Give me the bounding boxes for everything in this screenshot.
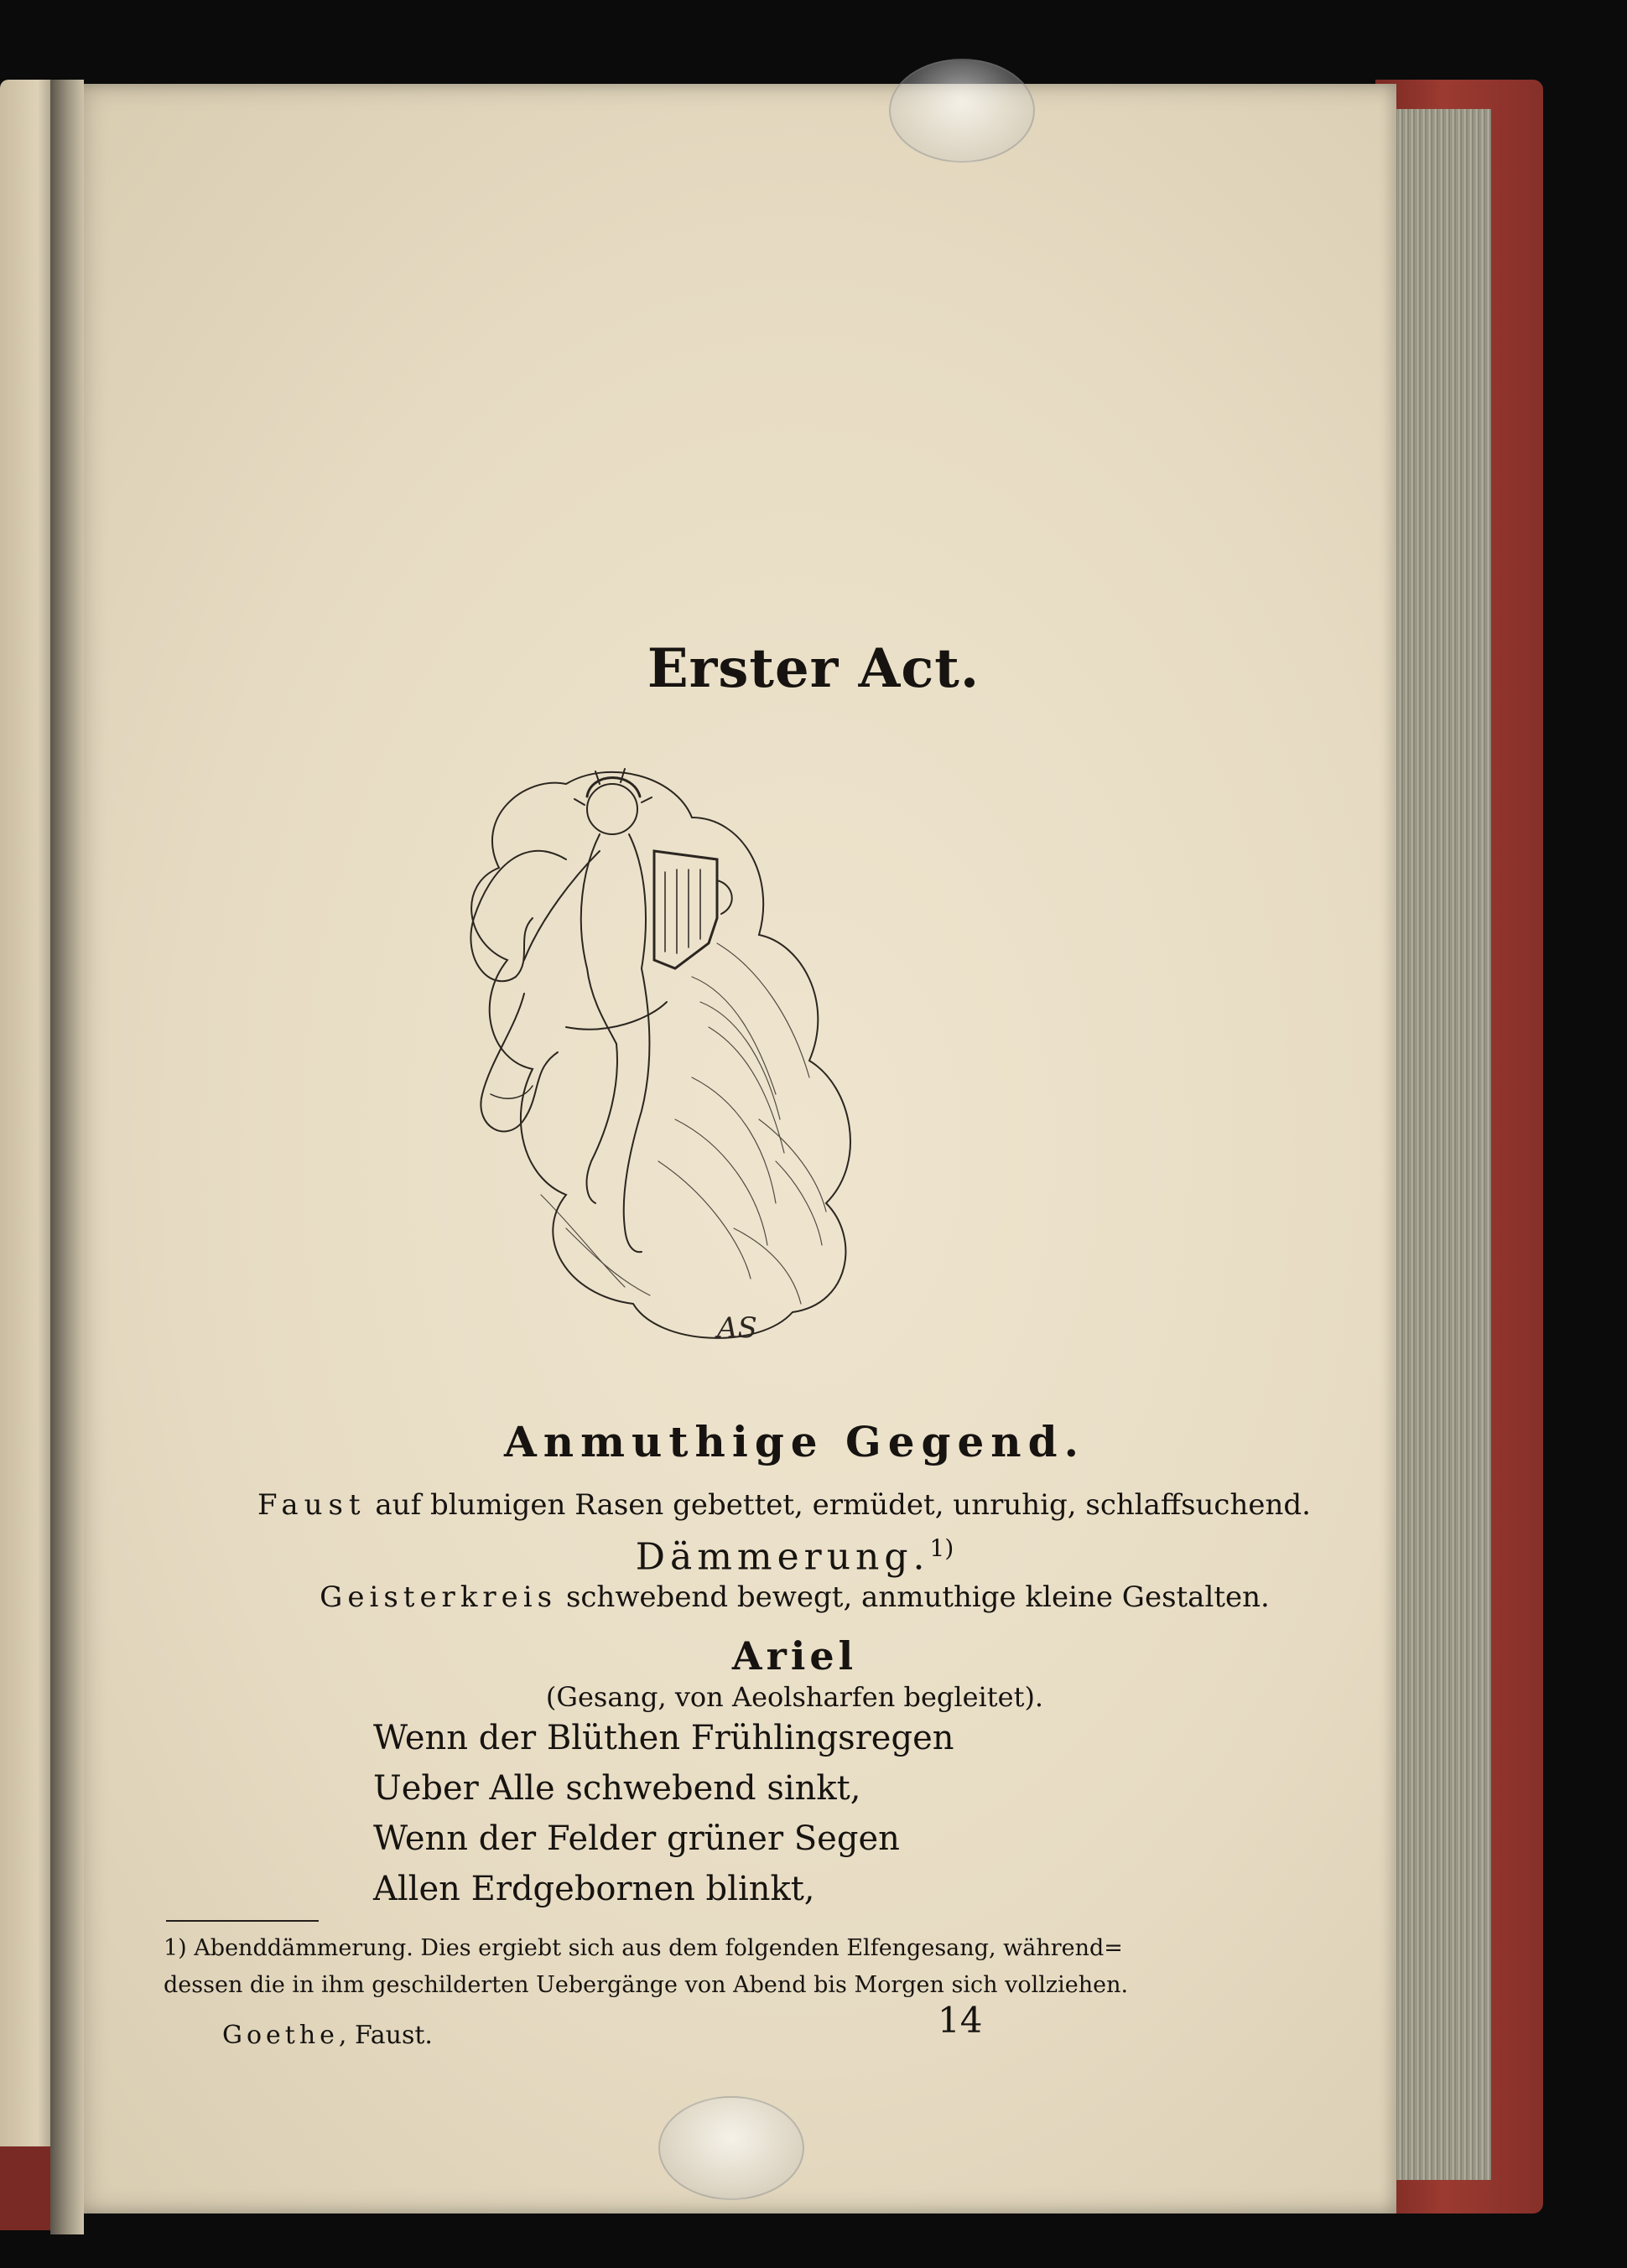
monogram: AS [717, 1311, 757, 1345]
speaker-note: (Gesang, von Aeolsharfen begleitet). [545, 1681, 1044, 1713]
time-heading [0, 1534, 1589, 1579]
time-label: Dämmerung. [635, 1535, 930, 1579]
page-clip [658, 2096, 804, 2200]
speaker-name: Ariel [731, 1633, 858, 1679]
gutter [50, 80, 84, 2234]
verse-line: Allen Erdgebornen blinkt, [373, 1870, 815, 1908]
ariel-illustration [440, 725, 876, 1371]
scene-title: Anmuthige Gegend. [503, 1417, 1086, 1466]
page-edges [1392, 109, 1491, 2180]
footnote-ref: 1) [929, 1534, 954, 1562]
verse-line: Wenn der Blüthen Frühlingsregen [373, 1719, 954, 1757]
footnote-line: 1) Abenddämmerung. Dies ergiebt sich aus dem folgenden Elfengesang, während= [164, 1935, 1123, 1961]
act-title: Erster Act. [647, 637, 980, 700]
page-number: 14 [938, 2000, 983, 2041]
page-clip [889, 59, 1035, 163]
signature-mark [222, 2021, 433, 2050]
spirits-direction [0, 1580, 1589, 1614]
spirits-text: schwebend bewegt, anmuthige kleine Gestalten. [565, 1580, 1270, 1614]
verse-line: Wenn der Felder grüner Segen [373, 1819, 900, 1858]
scene-direction [0, 1488, 1568, 1522]
spirits-name: Geisterkreis [320, 1580, 558, 1614]
footnote-rule [166, 1920, 319, 1922]
verse-line: Ueber Alle schwebend sinkt, [373, 1769, 861, 1808]
signature-name: Goethe [222, 2021, 339, 2050]
footnote-line: dessen die in ihm geschilderten Uebergänge von Abend bis Morgen sich vollziehen. [164, 1972, 1129, 1998]
scene-direction-text: auf blumigen Rasen gebettet, ermüdet, unruhig, schlaffsuchend. [375, 1488, 1311, 1522]
signature-title: , Faust. [338, 2021, 433, 2050]
scene-direction-name: Faust [257, 1488, 366, 1522]
